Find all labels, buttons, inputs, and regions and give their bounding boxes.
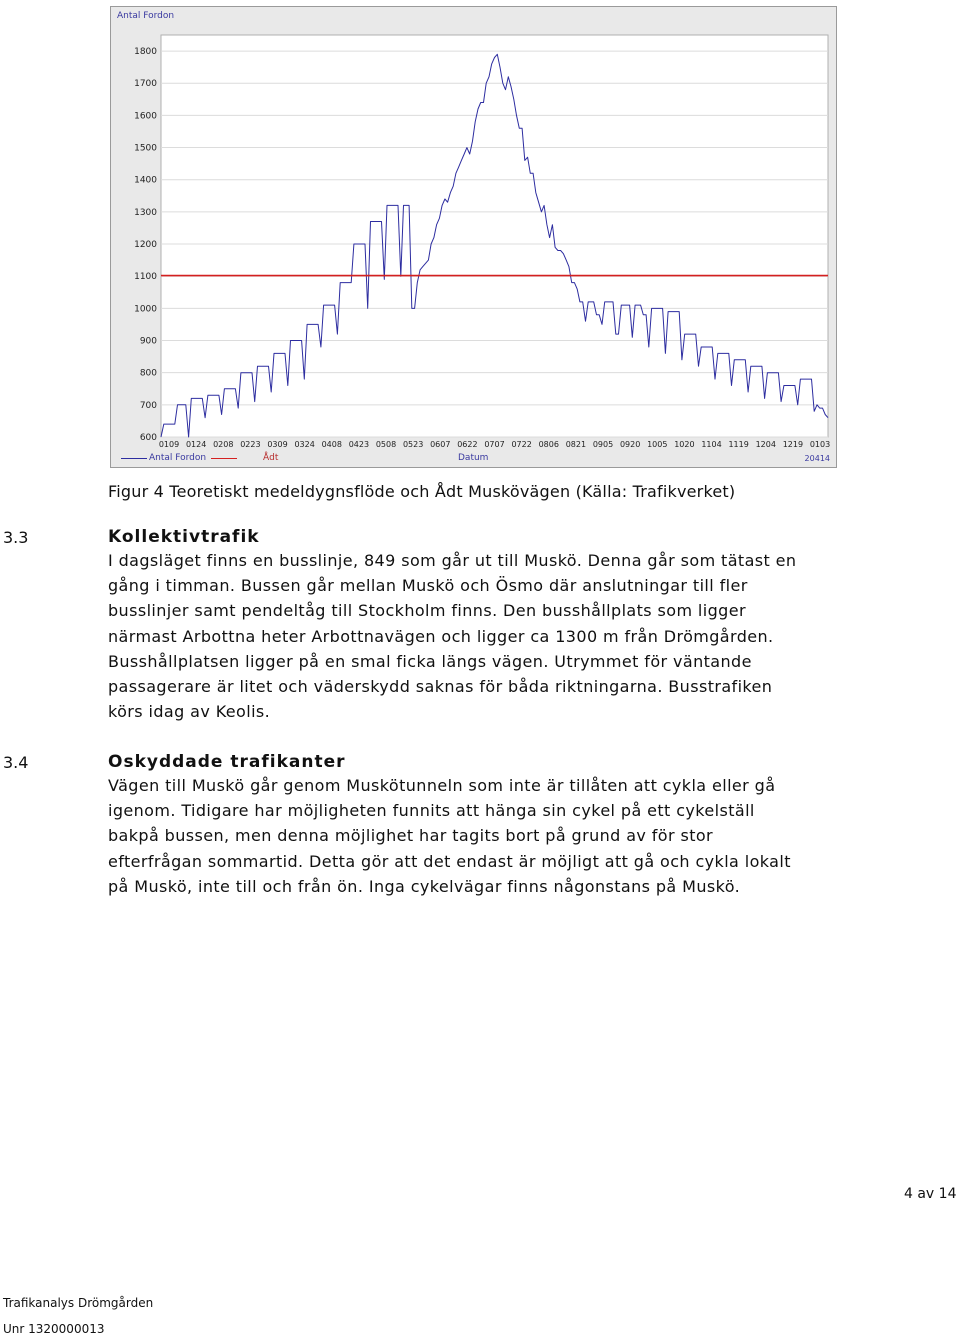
text-line: bakpå bussen, men denna möjlighet har tagits bort på grund av för stor <box>108 826 714 846</box>
chart-id: 20414 <box>804 454 830 463</box>
plot-area <box>161 35 828 437</box>
text-line: passagerare är litet och väderskydd saknas för båda riktningarna. Busstrafiken <box>108 677 773 697</box>
text-line: Busshållplatsen ligger på en smal ficka längs vägen. Utrymmet för väntande <box>108 651 752 671</box>
x-tick-label: 0920 <box>619 440 641 449</box>
footer-unr: Unr 1320000013 <box>3 1322 105 1336</box>
text-line: Vägen till Muskö går genom Muskötunneln som inte är tillåten att cykla eller gå <box>108 776 776 795</box>
traffic-chart <box>110 6 837 468</box>
y-tick-label: 600 <box>139 433 157 443</box>
y-tick-label: 1400 <box>134 175 157 186</box>
y-tick-label: 1200 <box>134 240 157 251</box>
text-line: igenom. Tidigare har möjligheten funnits att hänga sin cykel på ett cykelställ <box>108 801 755 821</box>
x-tick-label: 0622 <box>457 440 478 449</box>
x-tick-label: 0408 <box>321 440 342 449</box>
x-tick-label: 0223 <box>240 440 261 449</box>
x-tick-label: 0607 <box>430 440 451 449</box>
section-body-oskyddade-trafikanter <box>108 773 848 899</box>
x-tick-label: 0103 <box>809 440 831 449</box>
x-tick-label: 1005 <box>647 440 668 449</box>
text-line: körs idag av Keolis. <box>108 702 271 722</box>
legend-line-antal <box>121 458 147 459</box>
footer-company: Trafikanalys Drömgården <box>3 1296 154 1310</box>
y-tick-label: 1800 <box>134 47 157 58</box>
legend-label-antal: Antal Fordon <box>149 453 207 463</box>
y-tick-label: 1300 <box>134 207 157 218</box>
y-tick-label: 1000 <box>134 304 157 315</box>
x-tick-label: 1104 <box>701 440 722 449</box>
x-tick-label: 0423 <box>348 440 370 449</box>
section-title-oskyddade-trafikanter: Oskyddade trafikanter <box>108 752 346 772</box>
text-line: busslinjer samt pendeltåg till Stockholm finns. Den busshållplats som ligger <box>108 601 746 621</box>
x-tick-label: 0508 <box>375 440 397 449</box>
y-tick-label: 1600 <box>134 111 157 122</box>
y-tick-label: 1700 <box>134 79 157 90</box>
y-tick-label: 1100 <box>134 272 157 283</box>
y-tick-label: 800 <box>139 368 157 379</box>
y-tick-label: 700 <box>139 400 157 411</box>
legend-label-adt: Ådt <box>263 453 279 463</box>
x-tick-label: 0309 <box>267 440 288 449</box>
y-tick-label: 900 <box>139 336 157 347</box>
text-line: I dagsläget finns en busslinje, 849 som går ut till Muskö. Denna går som tätast en <box>108 551 797 570</box>
section-number-3-4: 3.4 <box>3 753 29 772</box>
x-tick-label: 0109 <box>158 440 180 449</box>
x-tick-label: 0324 <box>294 440 315 449</box>
chart-title: Antal Fordon <box>117 11 175 21</box>
x-tick-label: 0707 <box>484 440 505 449</box>
section-number-3-3: 3.3 <box>3 528 29 547</box>
text-line: efterfrågan sommartid. Detta gör att det endast är möjligt att gå och cykla lokalt <box>108 851 791 871</box>
x-tick-label: 0523 <box>402 440 424 449</box>
page-number: 4 av 14 <box>904 1186 957 1202</box>
x-tick-label: 0124 <box>185 440 207 449</box>
legend-line-adt <box>211 458 237 459</box>
x-tick-label: 0722 <box>511 440 532 449</box>
text-line: närmast Arbottna heter Arbottnavägen och ligger ca 1300 m från Drömgården. <box>108 626 774 646</box>
x-axis-title: Datum <box>458 453 489 463</box>
y-tick-label: 1500 <box>134 143 157 154</box>
x-tick-label: 1219 <box>782 440 804 449</box>
x-tick-label: 0208 <box>213 440 234 449</box>
x-tick-label: 1020 <box>674 440 695 449</box>
text-line: gång i timman. Bussen går mellan Muskö och Ösmo där anslutningar till fler <box>108 576 748 596</box>
section-body-kollektivtrafik <box>108 548 848 724</box>
x-tick-label: 0905 <box>592 440 614 449</box>
chart-plot <box>111 7 838 469</box>
x-tick-label: 0821 <box>565 440 587 449</box>
section-title-kollektivtrafik: Kollektivtrafik <box>108 527 260 547</box>
text-line: på Muskö, inte till och från ön. Inga cykelvägar finns någonstans på Muskö. <box>108 876 741 896</box>
x-tick-label: 1119 <box>728 440 749 449</box>
figure-caption: Figur 4 Teoretiskt medeldygnsflöde och Ådt Muskövägen (Källa: Trafikverket) <box>108 482 736 501</box>
x-tick-label: 0806 <box>538 440 559 449</box>
x-tick-label: 1204 <box>755 440 776 449</box>
